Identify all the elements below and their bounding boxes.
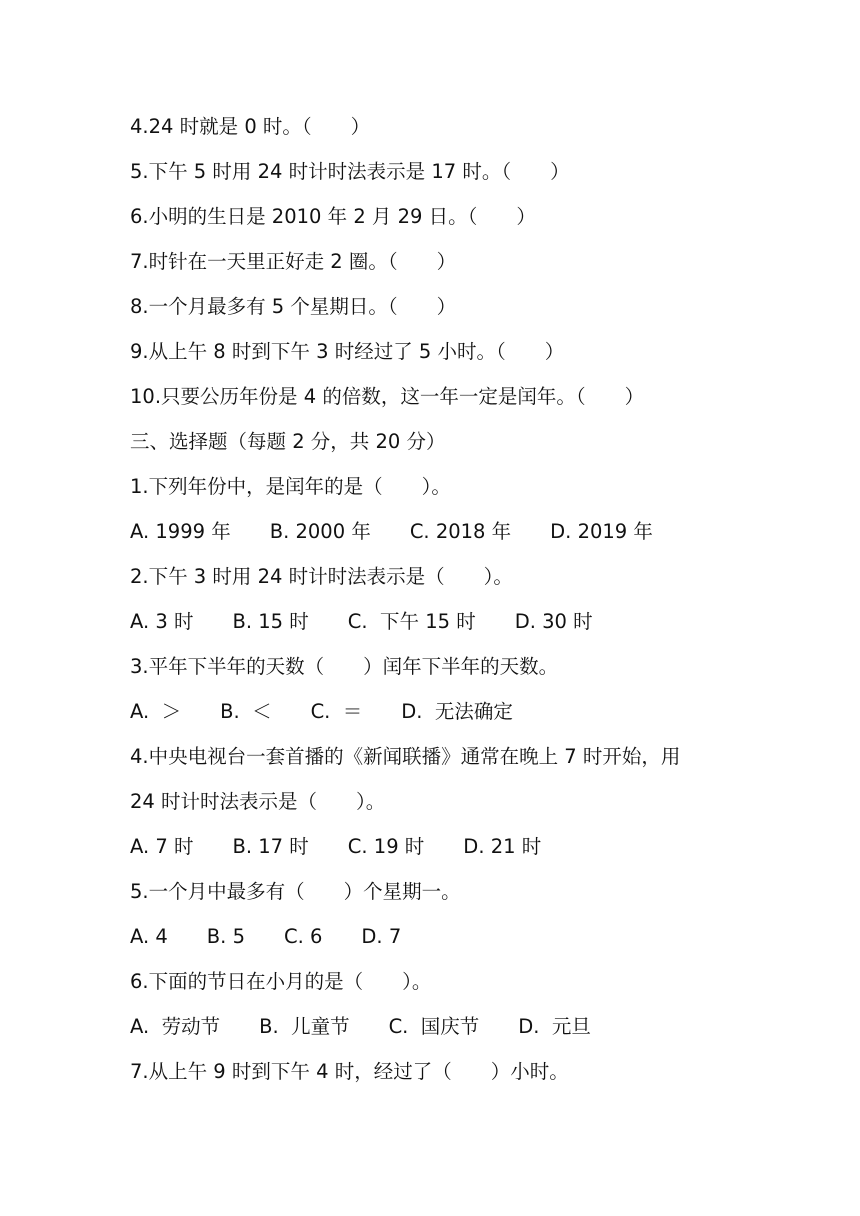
question-8-judgment: 8.一个月最多有 5 个星期日。（ ） bbox=[130, 295, 457, 318]
choice-question-4: 4.中央电视台一套首播的《新闻联播》通常在晚上 7 时开始，用 bbox=[130, 745, 681, 768]
choice-question-5: 5.一个月中最多有（ ）个星期一。 bbox=[130, 880, 461, 903]
choice-question-4-continued: 24 时计时法表示是（ ）。 bbox=[130, 790, 386, 813]
choice-question-7: 7.从上午 9 时到下午 4 时，经过了（ ）小时。 bbox=[130, 1060, 569, 1083]
question-9-judgment: 9.从上午 8 时到下午 3 时经过了 5 小时。（ ） bbox=[130, 340, 565, 363]
question-4-judgment: 4.24 时就是 0 时。（ ） bbox=[130, 115, 371, 138]
choice-options-6: A. 劳动节 B. 儿童节 C. 国庆节 D. 元旦 bbox=[130, 1015, 591, 1038]
choice-options-1: A. 1999 年 B. 2000 年 C. 2018 年 D. 2019 年 bbox=[130, 520, 653, 543]
section-heading: 三、选择题（每题 2 分，共 20 分） bbox=[130, 430, 446, 453]
question-10-judgment: 10.只要公历年份是 4 的倍数，这一年一定是闰年。（ ） bbox=[130, 385, 645, 408]
choice-question-3: 3.平年下半年的天数（ ）闰年下半年的天数。 bbox=[130, 655, 559, 678]
choice-options-2: A. 3 时 B. 15 时 C. 下午 15 时 D. 30 时 bbox=[130, 610, 593, 633]
choice-options-4: A. 7 时 B. 17 时 C. 19 时 D. 21 时 bbox=[130, 835, 542, 858]
choice-question-2: 2.下午 3 时用 24 时计时法表示是（ ）。 bbox=[130, 565, 513, 588]
question-5-judgment: 5.下午 5 时用 24 时计时法表示是 17 时。（ ） bbox=[130, 160, 570, 183]
choice-options-3: A. ＞ B. ＜ C. ＝ D. 无法确定 bbox=[130, 700, 513, 723]
choice-options-5: A. 4 B. 5 C. 6 D. 7 bbox=[130, 925, 402, 948]
question-7-judgment: 7.时针在一天里正好走 2 圈。（ ） bbox=[130, 250, 457, 273]
choice-question-6: 6.下面的节日在小月的是（ ）。 bbox=[130, 970, 432, 993]
choice-question-1: 1.下列年份中，是闰年的是（ ）。 bbox=[130, 475, 451, 498]
question-6-judgment: 6.小明的生日是 2010 年 2 月 29 日。（ ） bbox=[130, 205, 536, 228]
